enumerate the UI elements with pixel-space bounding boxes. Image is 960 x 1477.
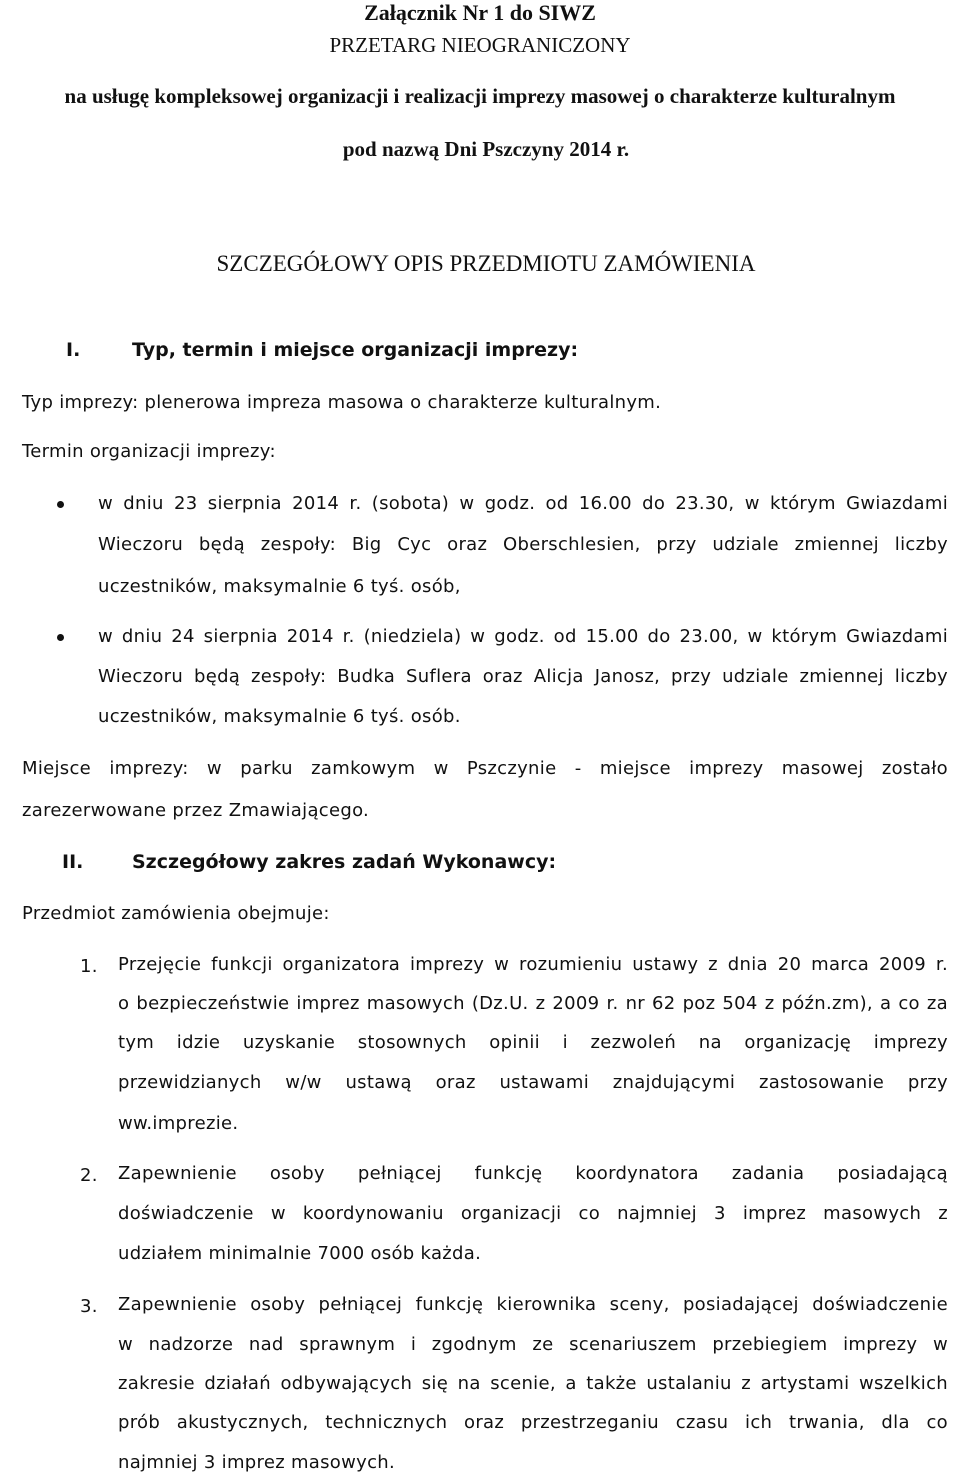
item1-line4: przewidzianych w/w ustawą oraz ustawami znajdującymi zastosowanie przy xyxy=(118,1072,948,1093)
item3-number: 3. xyxy=(80,1296,98,1317)
event-name: pod nazwą Dni Pszczyny 2014 r. xyxy=(342,137,630,161)
section1-number: I. xyxy=(66,339,81,361)
date2-line3: uczestników, maksymalnie 6 tyś. osób. xyxy=(98,706,461,727)
attachment-title: Załącznik Nr 1 do SIWZ xyxy=(364,0,596,25)
section2-title: Szczegółowy zakres zadań Wykonawcy: xyxy=(132,851,557,873)
place-line2: zarezerwowane przez Zmawiającego. xyxy=(22,800,370,821)
date2-line2: Wieczoru będą zespoły: Budka Suflera oraz Alicja Janosz, przy udziale zmiennej liczby xyxy=(98,666,948,687)
item1-line5: ww.imprezie. xyxy=(118,1113,239,1134)
item3-line3: zakresie działań odbywających się na scenie, a także ustalaniu z artystami wszelkich xyxy=(118,1373,948,1394)
place-line1: Miejsce imprezy: w parku zamkowym w Pszczynie - miejsce imprezy masowej zostało xyxy=(22,758,948,779)
section-title: SZCZEGÓŁOWY OPIS PRZEDMIOTU ZAMÓWIENIA xyxy=(216,251,756,276)
term-label: Termin organizacji imprezy: xyxy=(22,441,276,462)
date1-line1: w dniu 23 sierpnia 2014 r. (sobota) w godz. od 16.00 do 23.30, w którym Gwiazdami xyxy=(98,493,948,514)
bullet-icon xyxy=(57,501,64,508)
item1-line3: tym idzie uzyskanie stosownych opinii i zezwoleń na organizację imprezy xyxy=(118,1032,948,1053)
item3-line5: najmniej 3 imprez masowych. xyxy=(118,1452,396,1473)
item1-line1: Przejęcie funkcji organizatora imprezy w rozumieniu ustawy z dnia 20 marca 2009 r. xyxy=(118,954,948,975)
date1-line2: Wieczoru będą zespoły: Big Cyc oraz Oberschlesien, przy udziale zmiennej liczby xyxy=(98,534,948,555)
item1-line2: o bezpieczeństwie imprez masowych (Dz.U. z 2009 r. nr 62 poz 504 z późn.zm), a co za xyxy=(118,993,948,1014)
date2-line1: w dniu 24 sierpnia 2014 r. (niedziela) w godz. od 15.00 do 23.00, w którym Gwiazdami xyxy=(98,626,948,647)
tender-type: PRZETARG NIEOGRANICZONY xyxy=(329,33,631,57)
section1-title: Typ, termin i miejsce organizacji imprezy: xyxy=(132,339,579,361)
item3-line1: Zapewnienie osoby pełniącej funkcję kierownika sceny, posiadającej doświadczenie xyxy=(118,1294,948,1315)
item3-line4: prób akustycznych, technicznych oraz przestrzeganiu czasu ich trwania, dla co xyxy=(118,1412,948,1433)
item2-line1: Zapewnienie osoby pełniącej funkcję koordynatora zadania posiadającą xyxy=(118,1163,948,1184)
service-description: na usługę kompleksowej organizacji i realizacji imprezy masowej o charakterze kulturalnym xyxy=(64,84,896,108)
item2-line2: doświadczenie w koordynowaniu organizacji co najmniej 3 imprez masowych z xyxy=(118,1203,948,1224)
scope-intro: Przedmiot zamówienia obejmuje: xyxy=(22,903,330,924)
item3-line2: w nadzorze nad sprawnym i zgodnym ze scenariuszem przebiegiem imprezy w xyxy=(118,1334,948,1355)
event-type-line: Typ imprezy: plenerowa impreza masowa o charakterze kulturalnym. xyxy=(22,392,662,413)
section2-number: II. xyxy=(62,851,84,873)
item1-number: 1. xyxy=(80,956,98,977)
item2-line3: udziałem minimalnie 7000 osób każda. xyxy=(118,1243,482,1264)
date1-line3: uczestników, maksymalnie 6 tyś. osób, xyxy=(98,576,461,597)
item2-number: 2. xyxy=(80,1165,98,1186)
bullet-icon xyxy=(57,634,64,641)
